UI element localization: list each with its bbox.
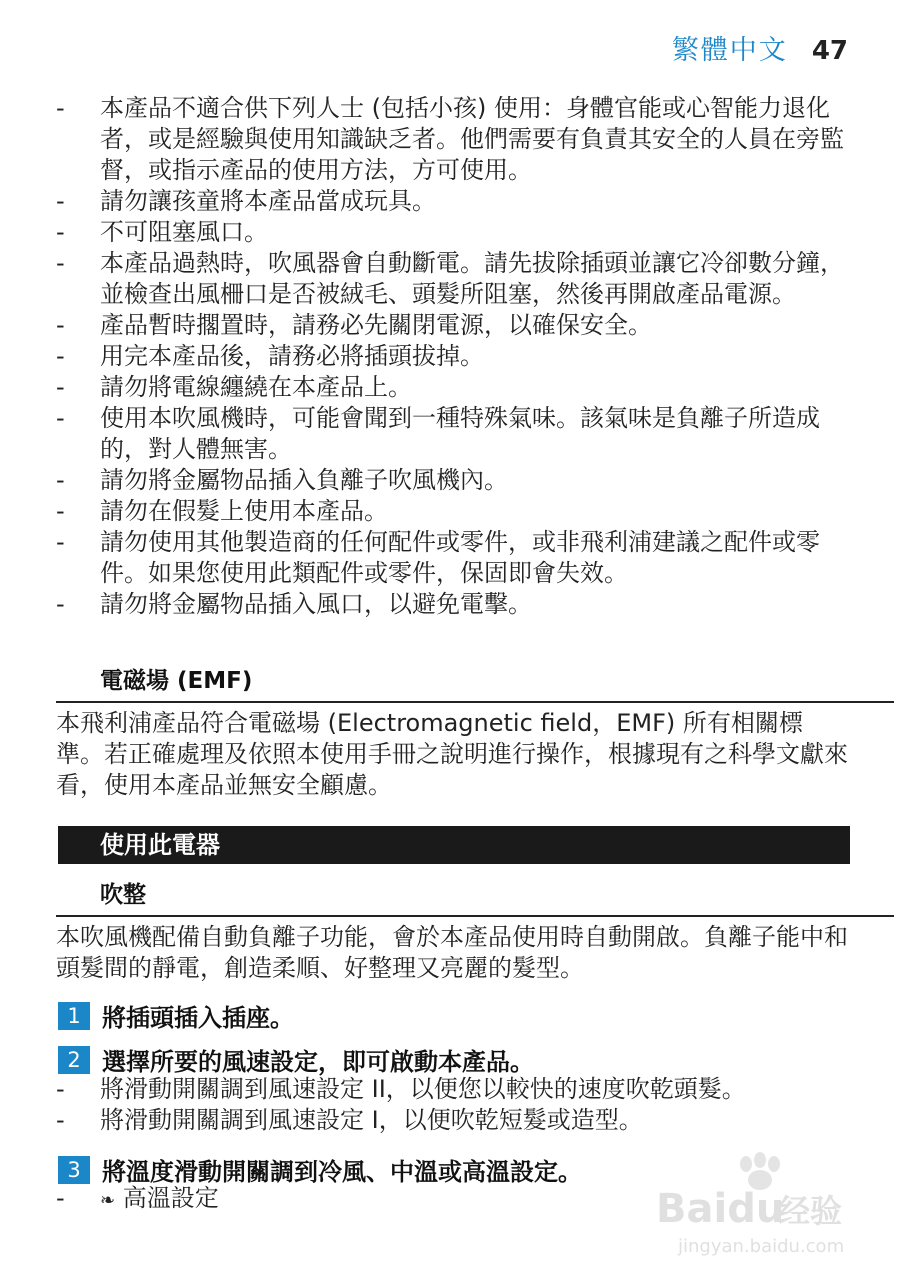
watermark-brand: Baidu bbox=[656, 1186, 785, 1232]
list-item: - 產品暫時擱置時，請務必先關閉電源，以確保安全。 bbox=[56, 311, 652, 339]
list-item: - 不可阻塞風口。 bbox=[56, 218, 268, 246]
list-item: - 將滑動開關調到風速設定 I，以便吹乾短髮或造型。 bbox=[56, 1106, 643, 1134]
emf-paragraph: 本飛利浦產品符合電磁場 (Electromagnetic field，EMF) 所有相關標準。若正確處理及依照本使用手冊之說明進行操作，根據現有之科學文獻來看，使用本產品並無安全顧慮。 bbox=[56, 709, 848, 799]
page-number: 47 bbox=[811, 36, 848, 66]
step-text: 選擇所要的風速設定，即可啟動本產品。 bbox=[102, 1048, 534, 1076]
step-1 bbox=[58, 998, 294, 1033]
blow-dry-heading: 吹整 bbox=[56, 876, 894, 917]
list-item: - ❧ 高溫設定 bbox=[56, 1184, 219, 1212]
list-item: - 請勿讓孩童將本產品當成玩具。 bbox=[56, 187, 436, 215]
heat-setting-icon: ❧ bbox=[100, 1190, 116, 1211]
list-item: - 請勿在假髮上使用本產品。 bbox=[56, 497, 388, 525]
list-item: - 本產品過熱時，吹風器會自動斷電。請先拔除插頭並讓它冷卻數分鐘，並檢查出風柵口是否被絨毛、頭髮所阻塞，然後再開啟產品電源。 bbox=[56, 249, 844, 308]
step-2-items bbox=[56, 1074, 856, 1136]
step-text: 將插頭插入插座。 bbox=[102, 1004, 294, 1032]
list-item: - 請勿將金屬物品插入風口，以避免電擊。 bbox=[56, 590, 532, 618]
paw-icon bbox=[740, 1152, 780, 1190]
blow-dry-paragraph: 本吹風機配備自動負離子功能，會於本產品使用時自動開啟。負離子能中和頭髮間的靜電，創造柔順、好整理又亮麗的髮型。 bbox=[56, 923, 848, 982]
list-item: - 請勿將金屬物品插入負離子吹風機內。 bbox=[56, 466, 508, 494]
section-band-title: 使用此電器 bbox=[58, 826, 850, 864]
step-3 bbox=[58, 1152, 582, 1187]
watermark-url: jingyan.baidu.com bbox=[678, 1236, 845, 1257]
list-item: - 將滑動開關調到風速設定 II，以便您以較快的速度吹乾頭髮。 bbox=[56, 1075, 746, 1103]
language-label: 繁體中文 bbox=[671, 35, 788, 66]
emf-heading: 電磁場 (EMF) bbox=[56, 662, 894, 703]
step-2 bbox=[58, 1042, 534, 1077]
list-item: - 使用本吹風機時，可能會聞到一種特殊氣味。該氣味是負離子所造成的，對人體無害。 bbox=[56, 404, 820, 463]
watermark-cn: 经验 bbox=[778, 1192, 843, 1230]
baidu-watermark bbox=[648, 1150, 858, 1260]
step-number-badge: 3 bbox=[58, 1156, 90, 1184]
list-item: - 用完本產品後，請務必將插頭拔掉。 bbox=[56, 342, 484, 370]
safety-bullet-list bbox=[56, 93, 856, 620]
step-number-badge: 1 bbox=[58, 1002, 90, 1030]
page-header bbox=[672, 28, 848, 67]
step-text: 將溫度滑動開關調到冷風、中溫或高溫設定。 bbox=[102, 1158, 582, 1186]
list-item: - 請勿將電線纏繞在本產品上。 bbox=[56, 373, 412, 401]
list-item: - 本產品不適合供下列人士 (包括小孩) 使用：身體官能或心智能力退化者，或是經驗與使用知識缺乏者。他們需要有負責其安全的人員在旁監督，或指示產品的使用方法，方可使用。 bbox=[56, 94, 844, 184]
step-number-badge: 2 bbox=[58, 1046, 90, 1074]
list-item: - 請勿使用其他製造商的任何配件或零件，或非飛利浦建議之配件或零件。如果您使用此類配件或零件，保固即會失效。 bbox=[56, 528, 820, 587]
